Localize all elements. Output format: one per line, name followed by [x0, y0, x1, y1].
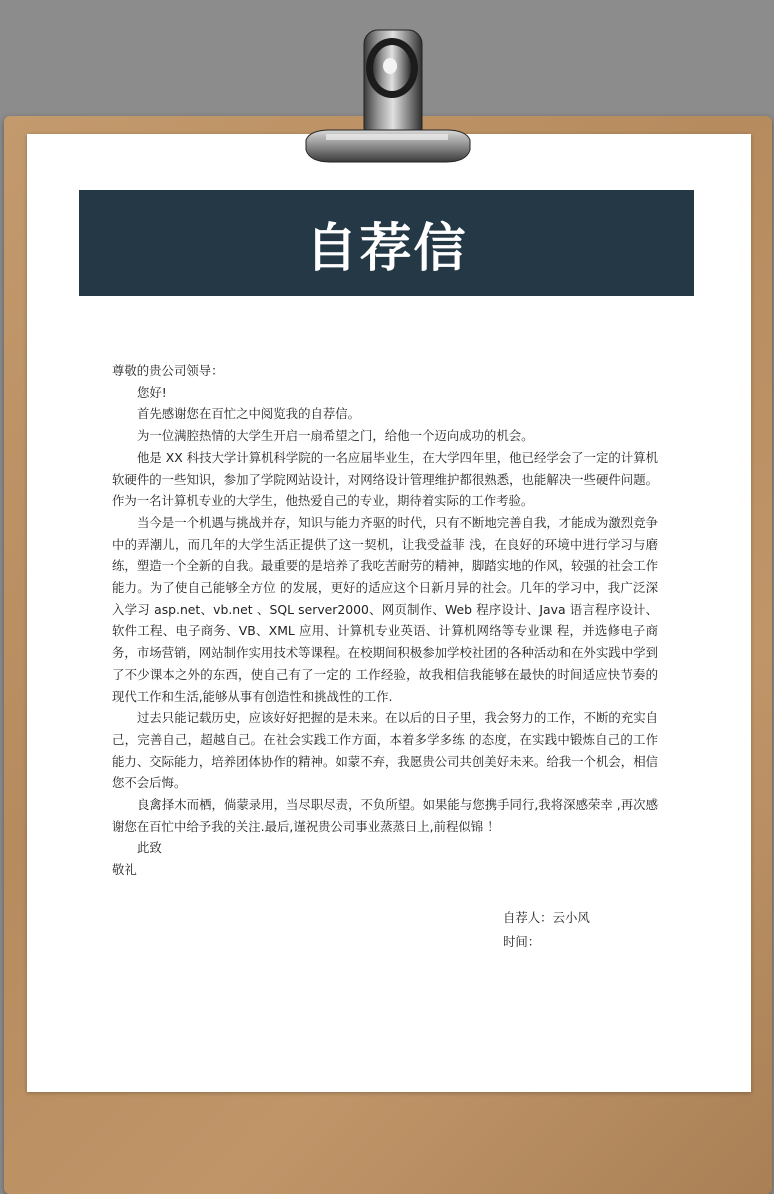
paragraph: 此致 [137, 840, 162, 856]
closing: 敬礼 [112, 862, 137, 878]
title-banner [79, 190, 694, 296]
salutation: 尊敬的贵公司领导： [112, 363, 224, 378]
paragraph: 当今是一个机遇与挑战并存，知识与能力齐驱的时代，只有不断地完善自我，才能成为激烈竞争中的弄潮儿，而几年的大学生活正提供了这一契机，让我受益菲 浅，在良好的环境中进行学习与磨练，塑造一个全新的自我。最重要的是培养了我吃苦耐劳的精神，脚踏实地的作风，较强的社会工作能力。为了使自己能够全方位 的发展，更好的适应这个日新月异的社会。几年的学习中，我广泛深入学习 asp.net、vb.net 、SQL server2000、网页制作、Web 程序设计、Java 语言程序设计、软件工程、电子商务、VB、XML 应用、计算机专业英语、计算机网络等专业课 程，并选修电子商务，市场营销，网站制作实用技术等课程。在校期间积极参加学校社团的各种活动和在外实践中学到了不少课本之外的东西，使自己有了一定的 工作经验，故我相信我能够在最快的时间适应快节奏的现代工作和生活,能够从事有创造性和挑战性的工作. [112, 514, 658, 704]
paragraph: 首先感谢您在百忙之中阅览我的自荐信。 [137, 406, 361, 422]
paragraph: 过去只能记载历史，应该好好把握的是未来。在以后的日子里，我会努力的工作，不断的充实自己，完善自己，超越自己。在社会实践工作方面，本着多学多练 的态度，在实践中锻炼自己的工作能力、交际能力，培养团体协作的精神。如蒙不弃，我愿贵公司共创美好未来。给我一个机会，相信您不会后悔。 [112, 710, 658, 791]
paragraph: 他是 XX 科技大学计算机科学院的一名应届毕业生，在大学四年里，他已经学会了一定的计算机软硬件的一些知识，参加了学院网站设计，对网络设计管理维护都很熟悉，也能解决一些硬件问题。作为一名计算机专业的大学生，他热爱自己的专业，期待着实际的工作考验。 [112, 449, 658, 509]
paragraph: 良禽择木而栖，倘蒙录用，当尽职尽责，不负所望。如果能与您携手同行,我将深感荣幸 ,再次感谢您在百忙中给予我的关注.最后,谨祝贵公司事业蒸蒸日上,前程似锦 ！ [112, 797, 658, 834]
paragraph: 您好! [137, 384, 167, 400]
page-title: 自荐信 [305, 218, 468, 279]
binder-clip-icon [296, 22, 478, 172]
paragraph: 为一位满腔热情的大学生开启一扇希望之门，给他一个迈向成功的机会。 [137, 428, 534, 444]
signature-date: 时间： [503, 934, 541, 949]
signature-recommender: 自荐人：云小风 [503, 910, 590, 925]
letter-body [112, 360, 658, 881]
